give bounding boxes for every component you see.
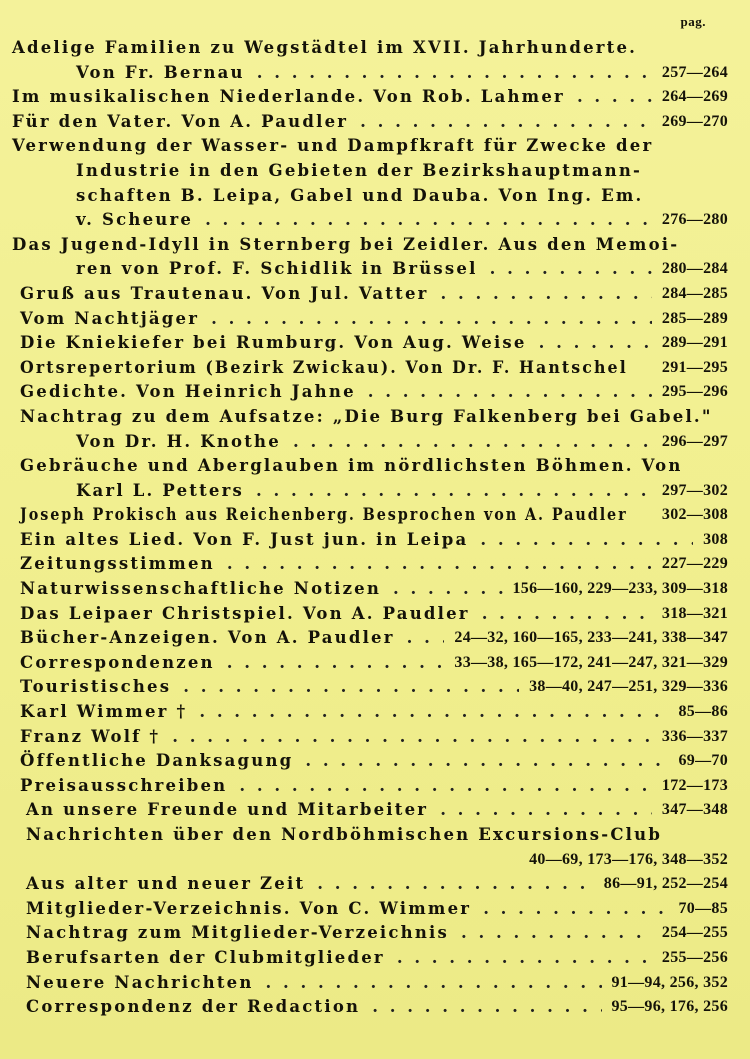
toc-entry-title: schaften B. Leipa, Gabel und Dauba. Von Ing. Em. <box>76 185 644 205</box>
toc-entry-title: Berufsarten der Clubmitglieder <box>26 947 385 967</box>
toc-entry-title: Mitglieder-Verzeichnis. Von C. Wimmer <box>26 898 472 918</box>
toc-entry <box>0 430 750 455</box>
toc-entry <box>0 848 750 873</box>
toc-entry-pages: 347—348 <box>661 801 728 819</box>
toc-entry-pages: 95—96, 176, 256 <box>611 998 728 1016</box>
toc-entry-pages: 284—285 <box>661 284 728 302</box>
toc-entry <box>0 798 750 823</box>
toc-entry-title: Öffentliche Danksagung <box>20 751 294 771</box>
toc-entry-title: Zeitungsstimmen <box>20 554 215 574</box>
toc-entry-title: Für den Vater. Von A. Paudler <box>12 111 349 131</box>
toc-entry <box>0 626 750 651</box>
page-column-header: pag. <box>680 14 706 29</box>
toc-entry-title: Die Kniekiefer bei Rumburg. Von Aug. Weise <box>20 333 527 353</box>
toc-entry-title: Joseph Prokisch aus Reichenberg. Besprochen von A. Paudler <box>20 505 628 525</box>
toc-entry <box>0 921 750 946</box>
toc-entry-pages: 336—337 <box>661 727 728 745</box>
leader-dots <box>397 946 652 971</box>
toc-entry-title: v. Scheure <box>76 210 194 230</box>
toc-entry-title: ren von Prof. F. Schidlik in Brüssel <box>76 259 478 279</box>
toc-entry <box>0 257 750 282</box>
toc-entry-title: Correspondenzen <box>20 652 215 672</box>
toc-entry-title: Das Leipaer Christspiel. Von A. Paudler <box>20 603 470 623</box>
toc-entry <box>0 61 750 86</box>
toc-entry <box>0 85 750 110</box>
leader-dots <box>183 675 519 700</box>
toc-entry <box>0 282 750 307</box>
toc-entry-title: Karl Wimmer † <box>20 702 188 722</box>
leader-dots <box>227 552 652 577</box>
toc-entry-pages: 33—38, 165—172, 241—247, 321—329 <box>454 653 728 671</box>
toc-entry-pages: 289—291 <box>661 334 728 352</box>
toc-entry <box>0 208 750 233</box>
leader-dots <box>293 430 652 455</box>
toc-entry <box>0 577 750 602</box>
toc-entry-title: Aus alter und neuer Zeit <box>26 874 306 894</box>
toc-entry-title: Neuere Nachrichten <box>26 972 254 992</box>
leader-dots <box>266 971 602 996</box>
toc-entry-title: Nachrichten über den Nordböhmischen Excursions-Club <box>26 825 663 844</box>
toc-entry <box>0 995 750 1020</box>
toc-entry-title: Das Jugend-Idyll in Sternberg bei Zeidler. Aus den Memoi- <box>12 234 680 254</box>
toc-entry <box>0 700 750 725</box>
toc-entry-title: Von Fr. Bernau <box>76 62 245 82</box>
toc-entry <box>0 503 750 528</box>
toc-entry-title: Industrie in den Gebieten der Bezirkshauptmann- <box>76 160 643 180</box>
leader-dots <box>372 995 601 1020</box>
toc-entry-pages: 255—256 <box>661 948 728 966</box>
toc-entry-title: Naturwissenschaftliche Notizen <box>20 579 382 599</box>
toc-entry-pages: 276—280 <box>661 211 728 229</box>
leader-dots <box>480 528 693 553</box>
toc-entry <box>0 331 750 356</box>
toc-entry-pages: 296—297 <box>661 432 728 450</box>
toc-entry-title: Vom Nachtjäger <box>20 308 200 328</box>
toc-entry-title: Touristisches <box>20 677 172 697</box>
toc-entry <box>0 823 750 848</box>
toc-entry <box>0 651 750 676</box>
toc-entry-pages: 91—94, 256, 352 <box>611 973 728 991</box>
leader-dots <box>407 626 445 651</box>
leader-dots <box>490 257 652 282</box>
toc-entry-pages: 69—70 <box>678 752 728 770</box>
toc-entry <box>0 184 750 209</box>
leader-dots <box>360 110 652 135</box>
toc-entry <box>0 380 750 405</box>
leader-dots <box>227 651 445 676</box>
toc-entry <box>0 356 750 381</box>
leader-dots <box>172 725 652 750</box>
leader-dots <box>256 479 652 504</box>
leader-dots <box>440 798 652 823</box>
toc-entry-title: Preisausschreiben <box>20 775 228 795</box>
leader-dots <box>199 700 668 725</box>
toc-entry-pages: 227—229 <box>661 555 728 573</box>
toc-entry-pages: 24—32, 160—165, 233—241, 338—347 <box>454 629 728 647</box>
leader-dots <box>483 897 668 922</box>
toc-entry-pages: 295—296 <box>661 383 728 401</box>
leader-dots <box>482 602 652 627</box>
toc-entry <box>0 454 750 479</box>
toc-entry-pages: 38—40, 247—251, 329—336 <box>529 678 728 696</box>
toc-entry <box>0 36 750 61</box>
toc-entry <box>0 675 750 700</box>
toc-entry <box>0 307 750 332</box>
toc-entry-pages: 40—69, 173—176, 348—352 <box>529 850 728 868</box>
toc-entry <box>0 110 750 135</box>
toc-entry <box>0 479 750 504</box>
toc-entry <box>0 946 750 971</box>
leader-dots <box>317 872 594 897</box>
leader-dots <box>257 61 652 86</box>
toc-entry-pages: 280—284 <box>661 260 728 278</box>
toc-entry <box>0 528 750 553</box>
toc-entry-pages: 85—86 <box>678 703 728 721</box>
leader-dots <box>441 282 652 307</box>
leader-dots <box>305 749 668 774</box>
toc-entry-title: Bücher-Anzeigen. Von A. Paudler <box>20 628 395 648</box>
table-of-contents <box>0 36 750 1020</box>
toc-entry-title: Adelige Familien zu Wegstädtel im XVII. Jahrhunderte. <box>12 38 638 57</box>
toc-entry-pages: 291—295 <box>661 358 728 376</box>
toc-entry-title: An unsere Freunde und Mitarbeiter <box>26 800 429 820</box>
leader-dots <box>368 380 652 405</box>
toc-entry-pages: 86—91, 252—254 <box>603 875 728 893</box>
toc-entry-pages: 269—270 <box>661 112 728 130</box>
toc-entry-title: Verwendung der Wasser- und Dampfkraft für Zwecke der <box>12 136 654 156</box>
toc-entry-title: Nachtrag zum Mitglieder-Verzeichnis <box>26 923 449 943</box>
toc-entry-pages: 318—321 <box>661 604 728 622</box>
toc-entry-title: Karl L. Petters <box>76 480 245 500</box>
toc-entry-pages: 156—160, 229—233, 309—318 <box>512 580 728 598</box>
leader-dots <box>577 85 652 110</box>
toc-entry <box>0 971 750 996</box>
toc-entry <box>0 872 750 897</box>
toc-entry-title: Im musikalischen Niederlande. Von Rob. Lahmer <box>12 87 565 107</box>
toc-entry-pages: 308 <box>703 530 728 548</box>
toc-entry-title: Ortsrepertorium (Bezirk Zwickau). Von Dr. F. Hantschel <box>20 357 628 377</box>
toc-entry-title: Gruß aus Trautenau. Von Jul. Vatter <box>20 283 429 303</box>
leader-dots <box>211 307 652 332</box>
toc-entry-pages: 297—302 <box>661 481 728 499</box>
leader-dots <box>461 921 652 946</box>
toc-entry-title: Correspondenz der Redaction <box>26 997 361 1017</box>
leader-dots <box>393 577 502 602</box>
toc-entry <box>0 159 750 184</box>
toc-entry-title: Franz Wolf † <box>20 726 161 746</box>
toc-entry <box>0 897 750 922</box>
toc-entry <box>0 725 750 750</box>
toc-entry-pages: 254—255 <box>661 924 728 942</box>
toc-entry-title: Gebräuche und Aberglauben im nördlichsten Böhmen. Von <box>20 456 683 476</box>
toc-entry-pages: 257—264 <box>661 63 728 81</box>
toc-entry <box>0 552 750 577</box>
toc-entry <box>0 774 750 799</box>
toc-entry-pages: 172—173 <box>661 776 728 794</box>
toc-entry-pages: 70—85 <box>678 899 728 917</box>
toc-entry <box>0 749 750 774</box>
toc-entry-pages: 285—289 <box>661 309 728 327</box>
toc-entry <box>0 233 750 258</box>
toc-entry-title: Von Dr. H. Knothe <box>76 431 281 451</box>
leader-dots <box>205 208 652 233</box>
toc-entry-pages: 302—308 <box>661 506 728 524</box>
toc-entry-pages: 264—269 <box>661 88 728 106</box>
toc-entry-title: Nachtrag zu dem Aufsatze: „Die Burg Falkenberg bei Gabel." <box>20 406 713 426</box>
toc-entry-title: Gedichte. Von Heinrich Jahne <box>20 382 356 402</box>
toc-entry <box>0 134 750 159</box>
leader-dots <box>539 331 652 356</box>
toc-entry-title: Ein altes Lied. Von F. Just jun. in Leipa <box>20 529 469 549</box>
toc-entry <box>0 405 750 430</box>
toc-entry <box>0 602 750 627</box>
leader-dots <box>239 774 652 799</box>
